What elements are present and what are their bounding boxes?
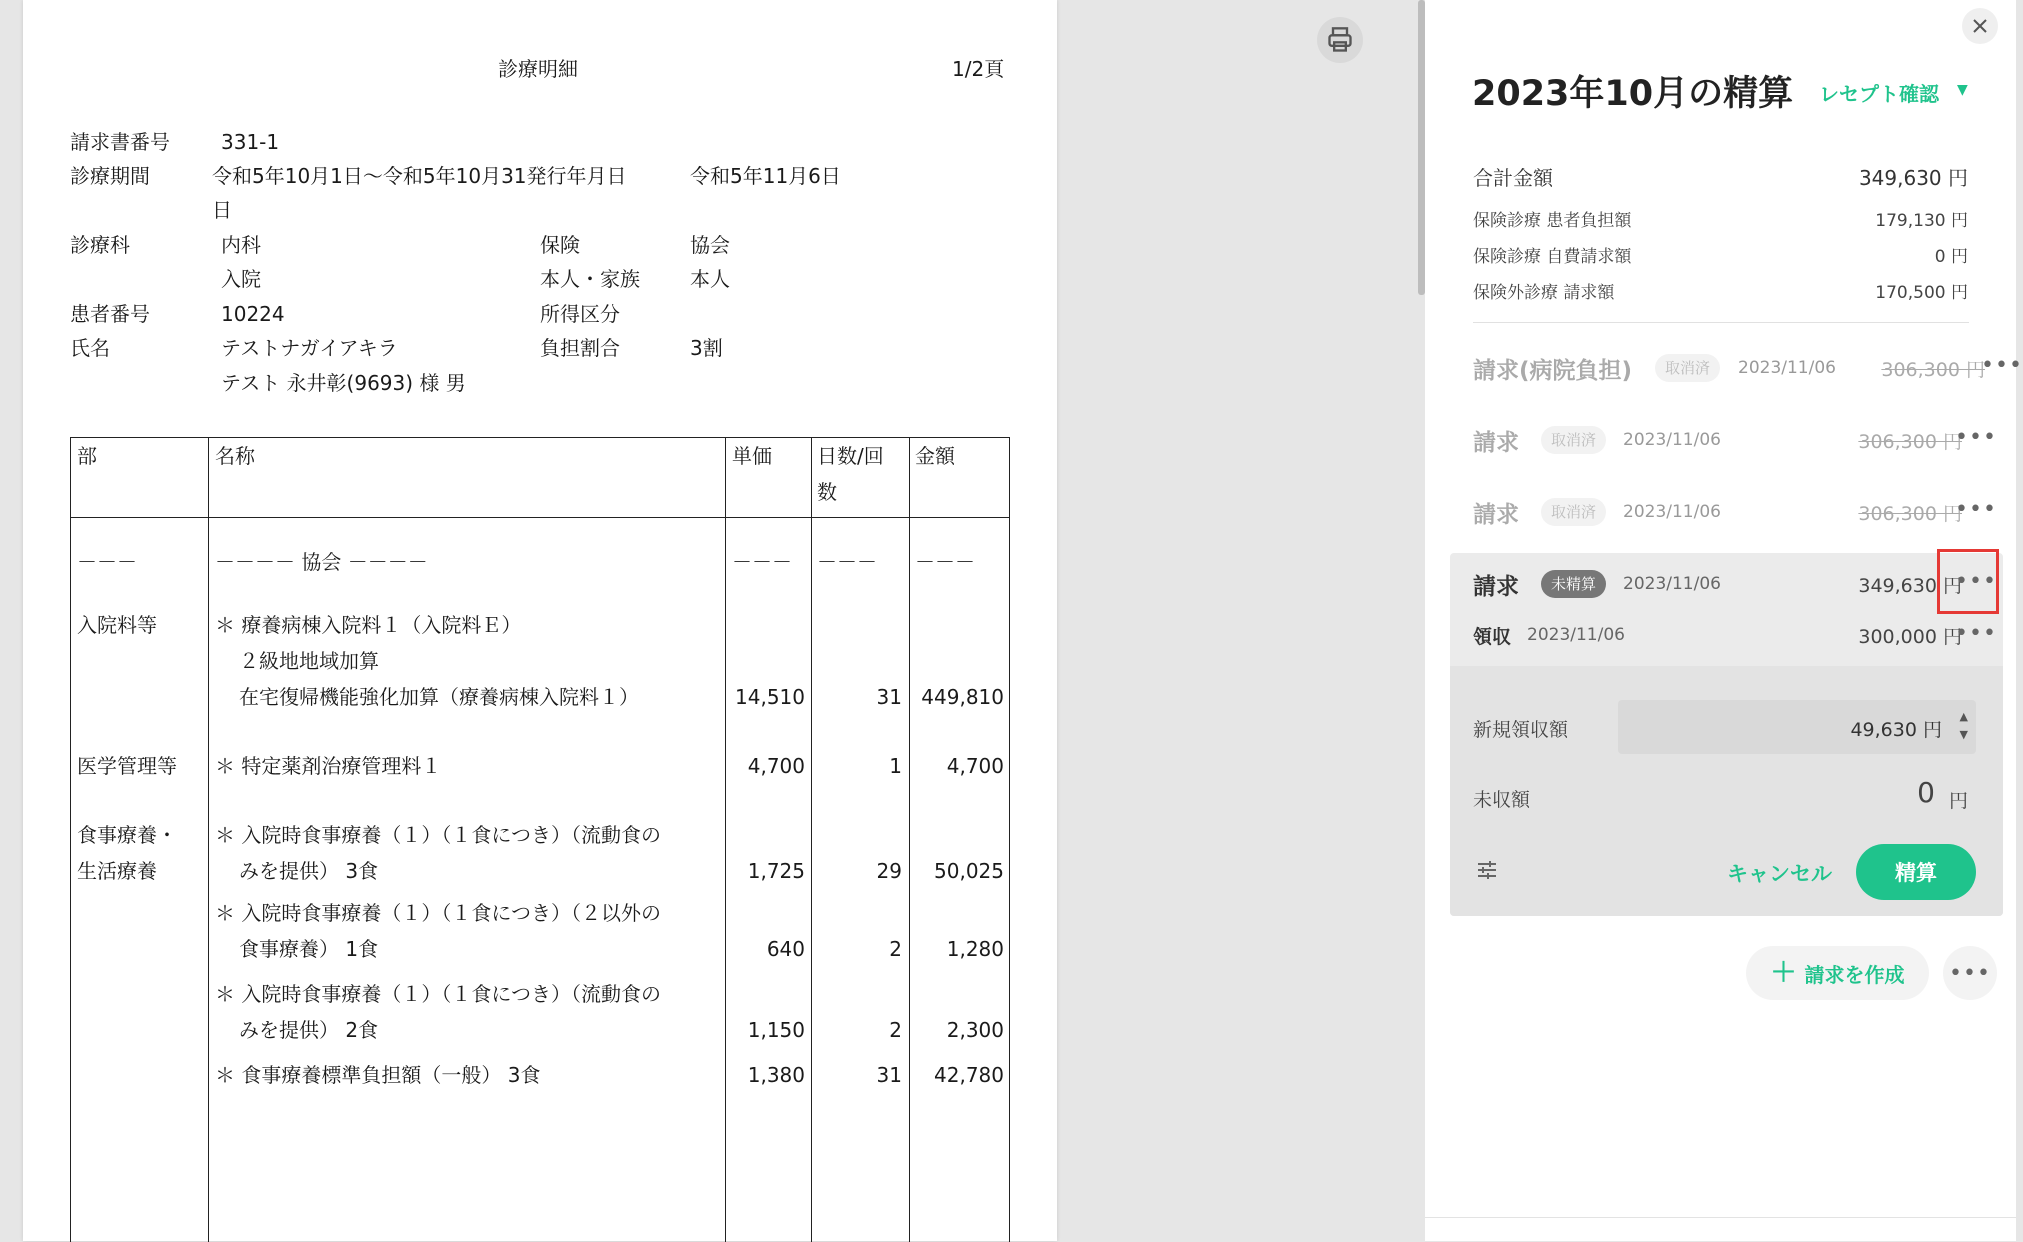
status-badge: 未精算 bbox=[1541, 570, 1606, 598]
receipt-date: 2023/11/06 bbox=[1527, 625, 1625, 645]
status-badge: 取消済 bbox=[1655, 354, 1720, 382]
row-days: 2 bbox=[889, 937, 902, 961]
insurance-value: 協会 bbox=[690, 233, 730, 257]
close-button[interactable] bbox=[1962, 8, 1998, 44]
unpaid-label: 未収額 bbox=[1473, 789, 1531, 811]
row-item: ＊ 入院時食事療養（１）（１食につき）（流動食の bbox=[215, 982, 661, 1006]
summary-value: 179,130 円 bbox=[1875, 211, 1968, 231]
receipt-label: 領収 bbox=[1473, 626, 1512, 648]
patient-no: 10224 bbox=[221, 302, 285, 326]
document-title: 診療明細 bbox=[498, 57, 578, 81]
unpaid-unit: 円 bbox=[1949, 790, 1969, 812]
relation-label: 本人・家族 bbox=[540, 267, 640, 291]
row-days: 31 bbox=[876, 685, 902, 709]
row-unit: 14,510 bbox=[735, 685, 805, 709]
row-days: 2 bbox=[889, 1018, 902, 1042]
header-days: 日数/回 bbox=[817, 444, 884, 468]
new-receipt-amount-input[interactable] bbox=[1618, 700, 1976, 754]
status-badge: 取消済 bbox=[1541, 498, 1606, 526]
invoice-label: 請求 bbox=[1473, 430, 1519, 456]
income-label: 所得区分 bbox=[540, 302, 620, 326]
divider bbox=[1473, 322, 1969, 323]
summary-value: 170,500 円 bbox=[1875, 283, 1968, 303]
invoice-no-label: 請求書番号 bbox=[70, 130, 170, 154]
invoice-date: 2023/11/06 bbox=[1623, 430, 1721, 450]
row-section-wrap: 生活療養 bbox=[77, 859, 157, 883]
row-days: 1 bbox=[889, 754, 902, 778]
detail-table bbox=[70, 437, 1010, 1242]
relation-value: 本人 bbox=[690, 267, 730, 291]
more-options-icon[interactable]: ••• bbox=[1955, 569, 1997, 594]
name-kana: テストナガイアキラ bbox=[221, 336, 398, 360]
header-days-wrap: 数 bbox=[817, 480, 837, 504]
dept-value: 内科 bbox=[221, 233, 261, 257]
row-unit: 1,380 bbox=[747, 1063, 805, 1087]
row-days: 31 bbox=[876, 1063, 902, 1087]
row-unit: 640 bbox=[766, 937, 805, 961]
insurer-row: －－－－ 協会 －－－－ bbox=[215, 550, 428, 574]
stepper-icon[interactable]: ▲ ▼ bbox=[1959, 710, 1968, 741]
cancel-button[interactable]: キャンセル bbox=[1727, 862, 1832, 886]
status-badge: 取消済 bbox=[1541, 426, 1606, 454]
plus-icon: ＋ bbox=[1770, 958, 1797, 988]
more-options-icon[interactable]: ••• bbox=[1955, 621, 1997, 646]
burden-value: 3割 bbox=[690, 336, 723, 360]
patient-no-label: 患者番号 bbox=[70, 302, 150, 326]
table-row: －－－ bbox=[77, 550, 137, 574]
total-label: 合計金額 bbox=[1473, 166, 1553, 190]
insurance-label: 保険 bbox=[540, 233, 580, 257]
row-unit: 1,150 bbox=[747, 1018, 805, 1042]
name-label: 氏名 bbox=[70, 336, 110, 360]
settle-button[interactable]: 精算 bbox=[1856, 844, 1976, 900]
invoice-no: 331-1 bbox=[221, 130, 280, 154]
row-item-wrap: ２級地地域加算 bbox=[239, 649, 379, 673]
row-unit: 4,700 bbox=[747, 754, 805, 778]
row-item-wrap: 食事療養） 1食 bbox=[239, 937, 379, 961]
row-item-wrap: みを提供） 3食 bbox=[239, 859, 379, 883]
more-options-icon: ••• bbox=[1949, 960, 1991, 986]
invoice-amount: 349,630 円 bbox=[1858, 575, 1962, 597]
header-section: 部 bbox=[77, 444, 97, 468]
invoice-date: 2023/11/06 bbox=[1623, 502, 1721, 522]
invoice-date: 2023/11/06 bbox=[1738, 358, 1836, 378]
settlement-panel bbox=[1425, 0, 2023, 1241]
row-amount: 2,300 bbox=[946, 1018, 1004, 1042]
admission-type: 入院 bbox=[221, 267, 261, 291]
row-item-wrap: 在宅復帰機能強化加算（療養病棟入院料１） bbox=[239, 685, 639, 709]
row-item: ＊ 特定薬剤治療管理料１ bbox=[215, 754, 442, 778]
total-value: 349,630 円 bbox=[1858, 166, 1968, 190]
more-options-icon[interactable]: ••• bbox=[1981, 353, 2023, 378]
more-options-icon[interactable]: ••• bbox=[1955, 425, 1997, 450]
more-options-icon[interactable]: ••• bbox=[1955, 497, 1997, 522]
row-days: 29 bbox=[876, 859, 902, 883]
close-icon bbox=[1971, 17, 1989, 35]
row-item-wrap: みを提供） 2食 bbox=[239, 1018, 379, 1042]
invoice-amount: 306,300 円 bbox=[1858, 431, 1962, 453]
row-item: ＊ 療養病棟入院料１（入院料Ｅ） bbox=[215, 613, 522, 637]
invoice-amount: 306,300 円 bbox=[1858, 503, 1962, 525]
row-item: ＊ 入院時食事療養（１）（１食につき）（流動食の bbox=[215, 823, 661, 847]
dash-cell: －－－ bbox=[915, 550, 975, 574]
row-section: 入院料等 bbox=[77, 613, 157, 637]
issue-date: 令和5年11月6日 bbox=[690, 164, 841, 188]
period-label: 診療期間 bbox=[70, 164, 150, 188]
period-value: 令和5年10月1日～令和5年10月31発行年月日 bbox=[212, 164, 627, 188]
highlight-annotation bbox=[1937, 549, 1999, 614]
dash-cell: －－－ bbox=[817, 550, 877, 574]
invoice-date: 2023/11/06 bbox=[1623, 574, 1721, 594]
header-name: 名称 bbox=[215, 444, 255, 468]
document-scrollbar[interactable] bbox=[1418, 0, 1425, 295]
row-amount: 42,780 bbox=[934, 1063, 1004, 1087]
header-unit: 単価 bbox=[732, 444, 772, 468]
divider bbox=[1425, 1217, 2016, 1218]
chevron-down-icon[interactable]: ▼ bbox=[1957, 82, 1968, 98]
page-number: 1/2頁 bbox=[952, 57, 1005, 81]
new-receipt-amount-value: 49,630 円 bbox=[1850, 719, 1942, 741]
invoice-label: 請求(病院負担) bbox=[1473, 358, 1633, 384]
burden-label: 負担割合 bbox=[540, 336, 620, 360]
row-section: 食事療養・ bbox=[77, 823, 177, 847]
row-item: ＊ 入院時食事療養（１）（１食につき）（２以外の bbox=[215, 901, 661, 925]
row-amount: 4,700 bbox=[946, 754, 1004, 778]
summary-label: 保険診療 患者負担額 bbox=[1473, 211, 1632, 231]
row-section: 医学管理等 bbox=[77, 754, 177, 778]
summary-label: 保険診療 自費請求額 bbox=[1473, 247, 1632, 267]
create-invoice-button[interactable] bbox=[1746, 946, 1929, 1000]
receipt-check-dropdown[interactable]: レセプト確認 bbox=[1819, 82, 1939, 106]
invoice-label: 請求 bbox=[1473, 574, 1519, 600]
summary-value: 0 円 bbox=[1934, 247, 1968, 267]
new-receipt-label: 新規領収額 bbox=[1473, 719, 1569, 741]
summary-label: 保険外診療 請求額 bbox=[1473, 283, 1615, 303]
invoice-amount: 306,300 円 bbox=[1881, 359, 1985, 381]
panel-title: 2023年10月の精算 bbox=[1472, 74, 1794, 114]
patient-name: テスト 永井彰(9693) 様 男 bbox=[221, 371, 466, 395]
dash-cell: －－－ bbox=[732, 550, 792, 574]
printer-icon bbox=[1326, 26, 1354, 54]
row-unit: 1,725 bbox=[747, 859, 805, 883]
header-amount: 金額 bbox=[915, 444, 955, 468]
invoice-label: 請求 bbox=[1473, 502, 1519, 528]
row-amount: 50,025 bbox=[934, 859, 1004, 883]
row-amount: 449,810 bbox=[921, 685, 1004, 709]
create-invoice-label: 請求を作成 bbox=[1804, 962, 1905, 987]
dept-label: 診療科 bbox=[70, 233, 130, 257]
row-amount: 1,280 bbox=[946, 937, 1004, 961]
print-button[interactable] bbox=[1317, 17, 1363, 63]
statement-document bbox=[23, 0, 1057, 1241]
row-item: ＊ 食事療養標準負担額（一般） 3食 bbox=[215, 1063, 541, 1087]
period-value-wrap: 日 bbox=[212, 198, 232, 222]
adjust-settings-icon[interactable] bbox=[1475, 858, 1499, 886]
receipt-amount: 300,000 円 bbox=[1858, 626, 1962, 648]
more-options-button[interactable] bbox=[1943, 946, 1997, 1000]
